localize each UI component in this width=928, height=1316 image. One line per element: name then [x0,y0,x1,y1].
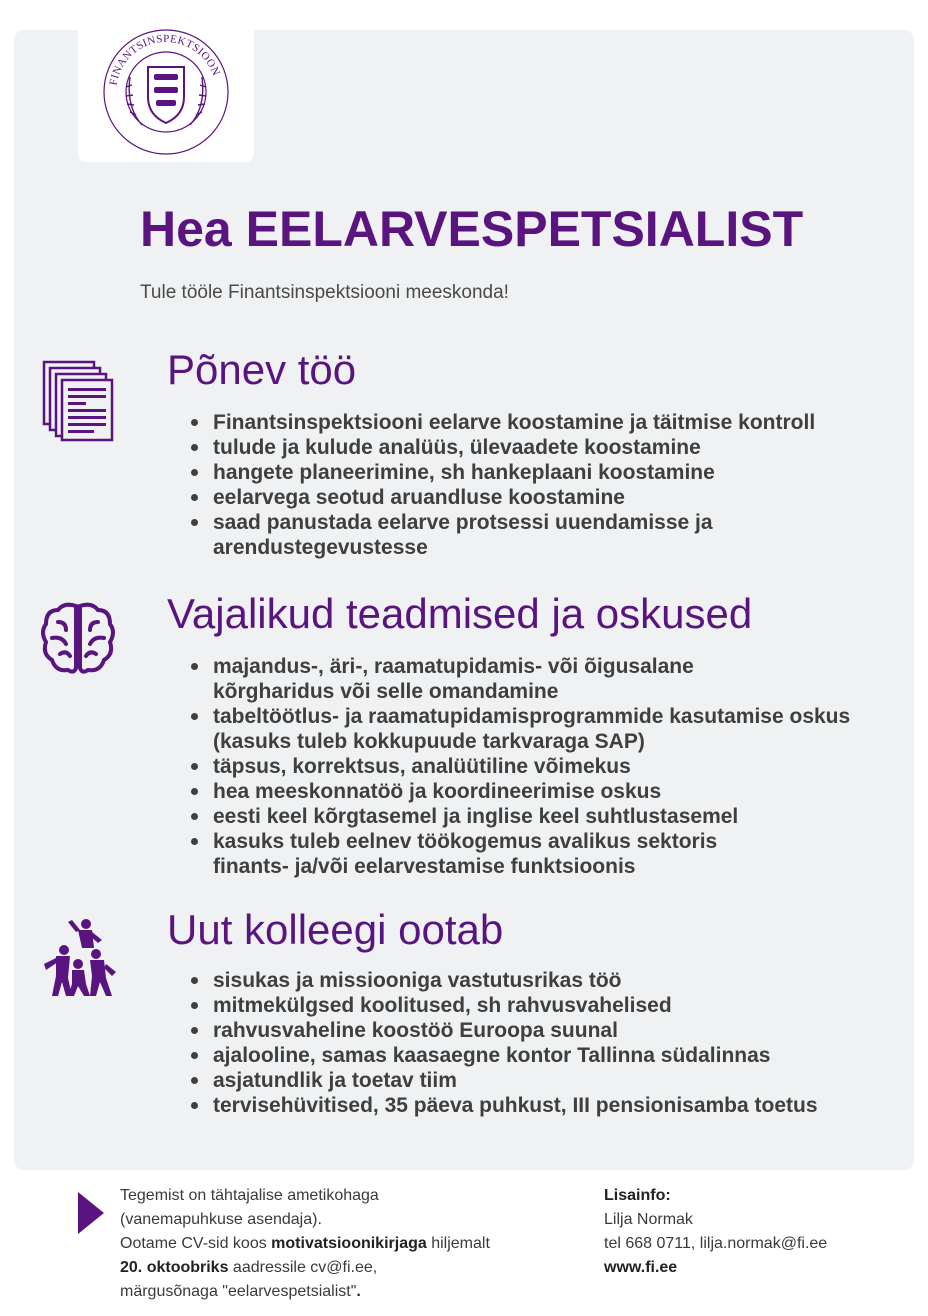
section-heading-offer: Uut kolleegi ootab [167,906,504,953]
contact-details[interactable]: tel 668 0711, lilja.normak@fi.ee [604,1235,828,1252]
documents-icon [38,356,118,436]
list-item: mitmekülgsed koolitused, sh rahvusvahelised [213,993,903,1018]
page-title: Hea EELARVESPETSIALIST [140,201,804,257]
contact-name: Lilja Normak [604,1211,693,1228]
list-item: tabeltöötlus- ja raamatupidamisprogrammide kasutamise oskus (kasuks tuleb kokkupuude tarkvaraga SAP) [213,704,873,754]
footer-line: 20. oktoobriks aadressile cv@fi.ee, [120,1259,378,1276]
list-item: rahvusvaheline koostöö Euroopa suunal [213,1018,903,1043]
logo [78,22,254,162]
list-item: tervisehüvitised, 35 päeva puhkust, III pensionisamba toetus [213,1093,903,1118]
logo-ring-text: FINANTSINSPEKTSIOON [107,32,223,87]
list-item: sisukas ja missiooniga vastutusrikas töö [213,968,903,993]
footer-line: märgusõnaga "eelarvespetsialist". [120,1283,361,1300]
brain-icon [38,598,118,678]
page-subtitle: Tule tööle Finantsinspektsiooni meeskonda! [140,282,509,303]
team-icon [38,916,118,996]
list-item: tulude ja kulude analüüs, ülevaadete koostamine [213,435,903,460]
footer-line: Tegemist on tähtajalise ametikohaga [120,1187,379,1204]
section-heading-work: Põnev töö [167,346,357,393]
section-heading-skills: Vajalikud teadmised ja oskused [167,590,753,637]
footer-line: (vanemapuhkuse asendaja). [120,1211,322,1228]
application-info [120,1184,570,1304]
list-item: eelarvega seotud aruandluse koostamine [213,485,903,510]
list-item: kasuks tuleb eelnev töökogemus avalikus sektoris finants- ja/või eelarvestamise funktsioonis [213,829,793,879]
list-item: hangete planeerimine, sh hankeplaani koostamine [213,460,903,485]
work-list [213,410,903,560]
list-item: täpsus, korrektsus, analüütiline võimekus [213,754,903,779]
footer-line: Ootame CV-sid koos motivatsioonikirjaga hiljemalt [120,1235,490,1252]
skills-list [213,654,903,879]
info-label: Lisainfo: [604,1187,671,1204]
list-item: Finantsinspektsiooni eelarve koostamine ja täitmise kontroll [213,410,903,435]
play-arrow-icon [78,1192,104,1234]
offer-list [213,968,903,1118]
list-item: eesti keel kõrgtasemel ja inglise keel suhtlustasemel [213,804,903,829]
list-item: hea meeskonnatöö ja koordineerimise oskus [213,779,903,804]
list-item: saad panustada eelarve protsessi uuendamisse ja arendustegevustesse [213,510,813,560]
list-item: asjatundlik ja toetav tiim [213,1068,903,1093]
coat-of-arms-seal-icon [96,27,236,157]
contact-info [604,1184,914,1280]
list-item: ajalooline, samas kaasaegne kontor Tallinna südalinnas [213,1043,903,1068]
website-link[interactable]: www.fi.ee [604,1259,678,1276]
list-item: majandus-, äri-, raamatupidamis- või õigusalane kõrgharidus või selle omandamine [213,654,773,704]
